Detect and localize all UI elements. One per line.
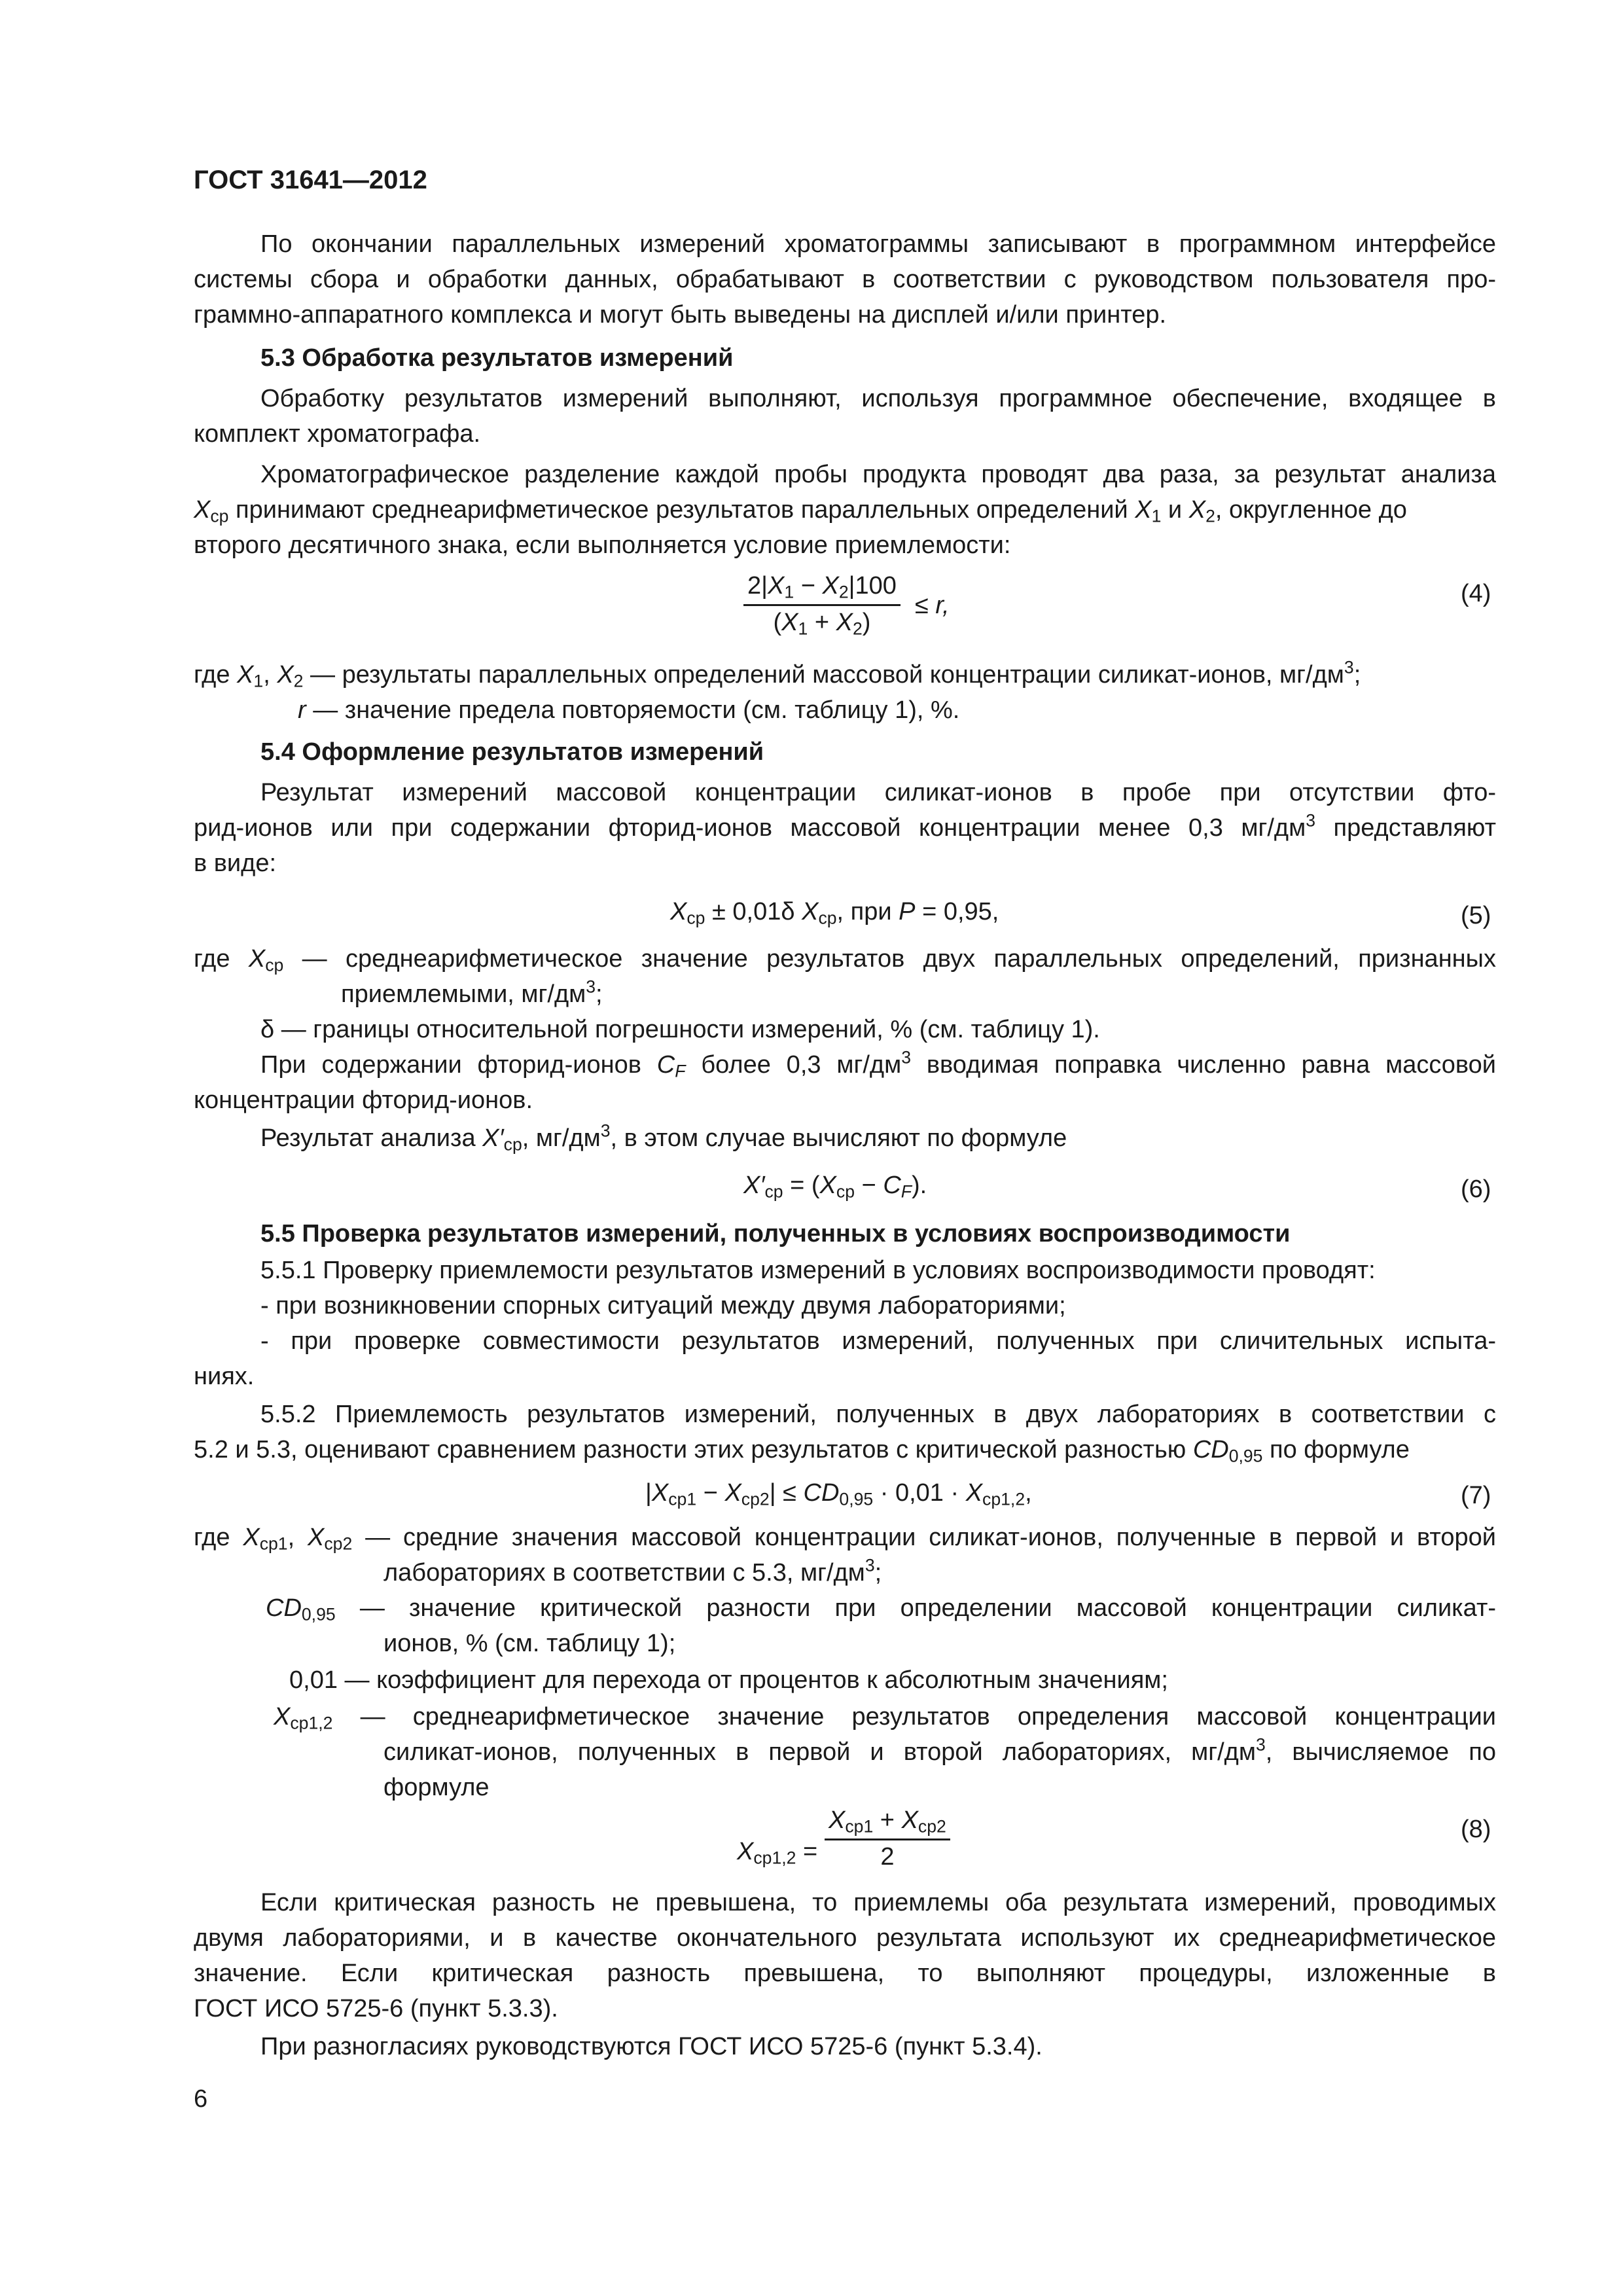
where-5-5-line-2: лабораториях в соответствии с 5.3, $мг/дм^3$;: [383, 1555, 882, 1587]
where-5-5-line-8: формуле: [383, 1774, 490, 1801]
where-5-5-line-5: 0,01 — коэффициент для перехода от процентов к абсолютным значениям;: [289, 1666, 1168, 1694]
formula-8-lhs: $X_{ср1,2}$ =: [737, 1838, 818, 1868]
paragraph-intro-line-1: По окончании параллельных измерений хроматограммы записывают в программном интерфейсе: [260, 230, 1496, 258]
where-5-4-line-1: где $X_{ср}$ — среднеарифметическое значение результатов двух параллельных определений, признанных: [194, 945, 1496, 975]
list-item-2-line-2: ниях.: [194, 1363, 255, 1390]
paragraph-5-4-p1-line-3: в виде:: [194, 850, 277, 877]
where-5-4-line-3: δ — границы относительной погрешности измерений, % (см. таблицу 1).: [260, 1016, 1100, 1043]
formula-8-fraction: $X_{ср1} + X_{ср2}$ 2: [825, 1806, 950, 1871]
paragraph-5-3-p2-line-3: второго десятичного знака, если выполняется условие приемлемости:: [194, 531, 1011, 559]
paragraph-5-3-p1-line-1: Обработку результатов измерений выполняют, используя программное обеспечение, входящее в: [260, 385, 1496, 412]
paragraph-5-5-p3-line-3: значение. Если критическая разность превышена, то выполняют процедуры, изложенные в: [194, 1960, 1496, 1987]
document-code-header: ГОСТ 31641—2012: [194, 166, 427, 194]
where-5-3-line-1: где $X_1$, $X_2$ — результаты параллельных определений массовой концентрации силикат-ионов, $мг/дм^3$;: [194, 657, 1361, 691]
paragraph-intro-line-3: граммно-аппаратного комплекса и могут быть выведены на дисплей и/или принтер.: [194, 301, 1167, 329]
where-5-3-line-2: r — значение предела повторяемости (см. таблицу 1), %.: [298, 696, 960, 724]
paragraph-5-5-1: 5.5.1 Проверку приемлемости результатов измерений в условиях воспроизводимости проводят:: [260, 1257, 1376, 1284]
paragraph-5-5-2-line-2: 5.2 и 5.3, оценивают сравнением разности этих результатов с критической разностью $CD_{0,95}$ по формуле: [194, 1436, 1410, 1466]
paragraph-5-5-p3-line-1: Если критическая разность не превышена, то приемлемы оба результата измерений, проводимых: [260, 1889, 1496, 1916]
formula-4-fraction: $\frac{2|X_1 - X_2|100}{(X_1 + X_2)}$: [743, 572, 901, 637]
formula-4-tail: ≤ r,: [915, 592, 950, 619]
section-heading-5-4: 5.4 Оформление результатов измерений: [260, 738, 764, 766]
paragraph-5-5-p3-line-4: ГОСТ ИСО 5725-6 (пункт 5.3.3).: [194, 1995, 558, 2022]
where-5-4-line-2: приемлемыми, $мг/дм^3$;: [341, 977, 603, 1008]
list-item-1: - при возникновении спорных ситуаций между двумя лабораториями;: [260, 1292, 1066, 1319]
paragraph-5-3-p2-line-2: $X_{ср}$ принимают среднеарифметическое результатов параллельных определений $X_1$ и $X_2$, округленное до: [194, 496, 1407, 526]
paragraph-5-5-2-line-1: 5.5.2 Приемлемость результатов измерений, полученных в двух лабораториях в соответствии с: [260, 1401, 1496, 1428]
formula-5: $X_{ср} \pm 0,01\delta$ $X_{ср}$, при P = 0,95,: [670, 898, 999, 928]
formula-7-number: (7): [1461, 1482, 1491, 1509]
paragraph-5-4-p1-line-2: рид-ионов или при содержании фторид-ионов массовой концентрации менее 0,3 $мг/дм^3$ представляют: [194, 810, 1496, 842]
list-item-2-line-1: - при проверке совместимости результатов измерений, полученных при сличительных испыта-: [260, 1327, 1496, 1355]
paragraph-5-5-p3-line-2: двумя лабораториями, и в качестве окончательного результата используют их среднеарифметическое: [194, 1924, 1496, 1952]
paragraph-5-3-p2-line-1: Хроматографическое разделение каждой пробы продукта проводят два раза, за результат анализа: [260, 461, 1496, 488]
paragraph-5-4-p2-line-2: концентрации фторид-ионов.: [194, 1086, 533, 1114]
where-5-5-line-3: $CD_{0,95}$ — значение критической разности при определении массовой концентрации силикат-: [266, 1594, 1496, 1624]
formula-8-number: (8): [1461, 1816, 1491, 1843]
section-heading-5-3: 5.3 Обработка результатов измерений: [260, 344, 734, 372]
paragraph-intro-line-2: системы сбора и обработки данных, обрабатывают в соответствии с руководством пользователя про-: [194, 266, 1496, 293]
formula-5-number: (5): [1461, 902, 1491, 929]
where-5-5-line-1: где $X_{ср1}$, $X_{ср2}$ — средние значения массовой концентрации силикат-ионов, полученные в первой и второй: [194, 1524, 1496, 1554]
where-5-5-line-7: силикат-ионов, полученных в первой и второй лабораториях, $мг/дм^3$, вычисляемое по: [383, 1734, 1496, 1766]
page-number: 6: [194, 2085, 208, 2113]
section-heading-5-5: 5.5 Проверка результатов измерений, полученных в условиях воспроизводимости: [260, 1220, 1291, 1247]
paragraph-5-3-p1-line-2: комплект хроматографа.: [194, 420, 481, 448]
paragraph-5-4-p2-line-1: При содержании фторид-ионов $C_F$ более 0,3 $мг/дм^3$ вводимая поправка численно равна массовой: [260, 1047, 1497, 1081]
formula-7: $|X_{ср1} - X_{ср2}| \le CD_{0,95} \cdot 0,01 \cdot X_{ср1,2}$,: [645, 1479, 1032, 1509]
where-5-5-line-4: ионов, % (см. таблицу 1);: [383, 1630, 676, 1657]
paragraph-5-4-p1-line-1: Результат измерений массовой концентрации силикат-ионов в пробе при отсутствии фто-: [260, 779, 1496, 806]
paragraph-5-5-p4: При разногласиях руководствуются ГОСТ ИСО 5725-6 (пункт 5.3.4).: [260, 2033, 1043, 2060]
paragraph-5-4-p3: Результат анализа $X'_{ср}$, $мг/дм^3$, в этом случае вычисляют по формуле: [260, 1121, 1067, 1155]
where-5-5-line-6: $X_{ср1,2}$ — среднеарифметическое значение результатов определения массовой концентрации: [274, 1703, 1496, 1733]
formula-6: $X'_{ср} = (X_{ср} - C_F)$.: [743, 1172, 927, 1202]
formula-6-number: (6): [1461, 1175, 1491, 1203]
formula-4-number: (4): [1461, 580, 1491, 607]
